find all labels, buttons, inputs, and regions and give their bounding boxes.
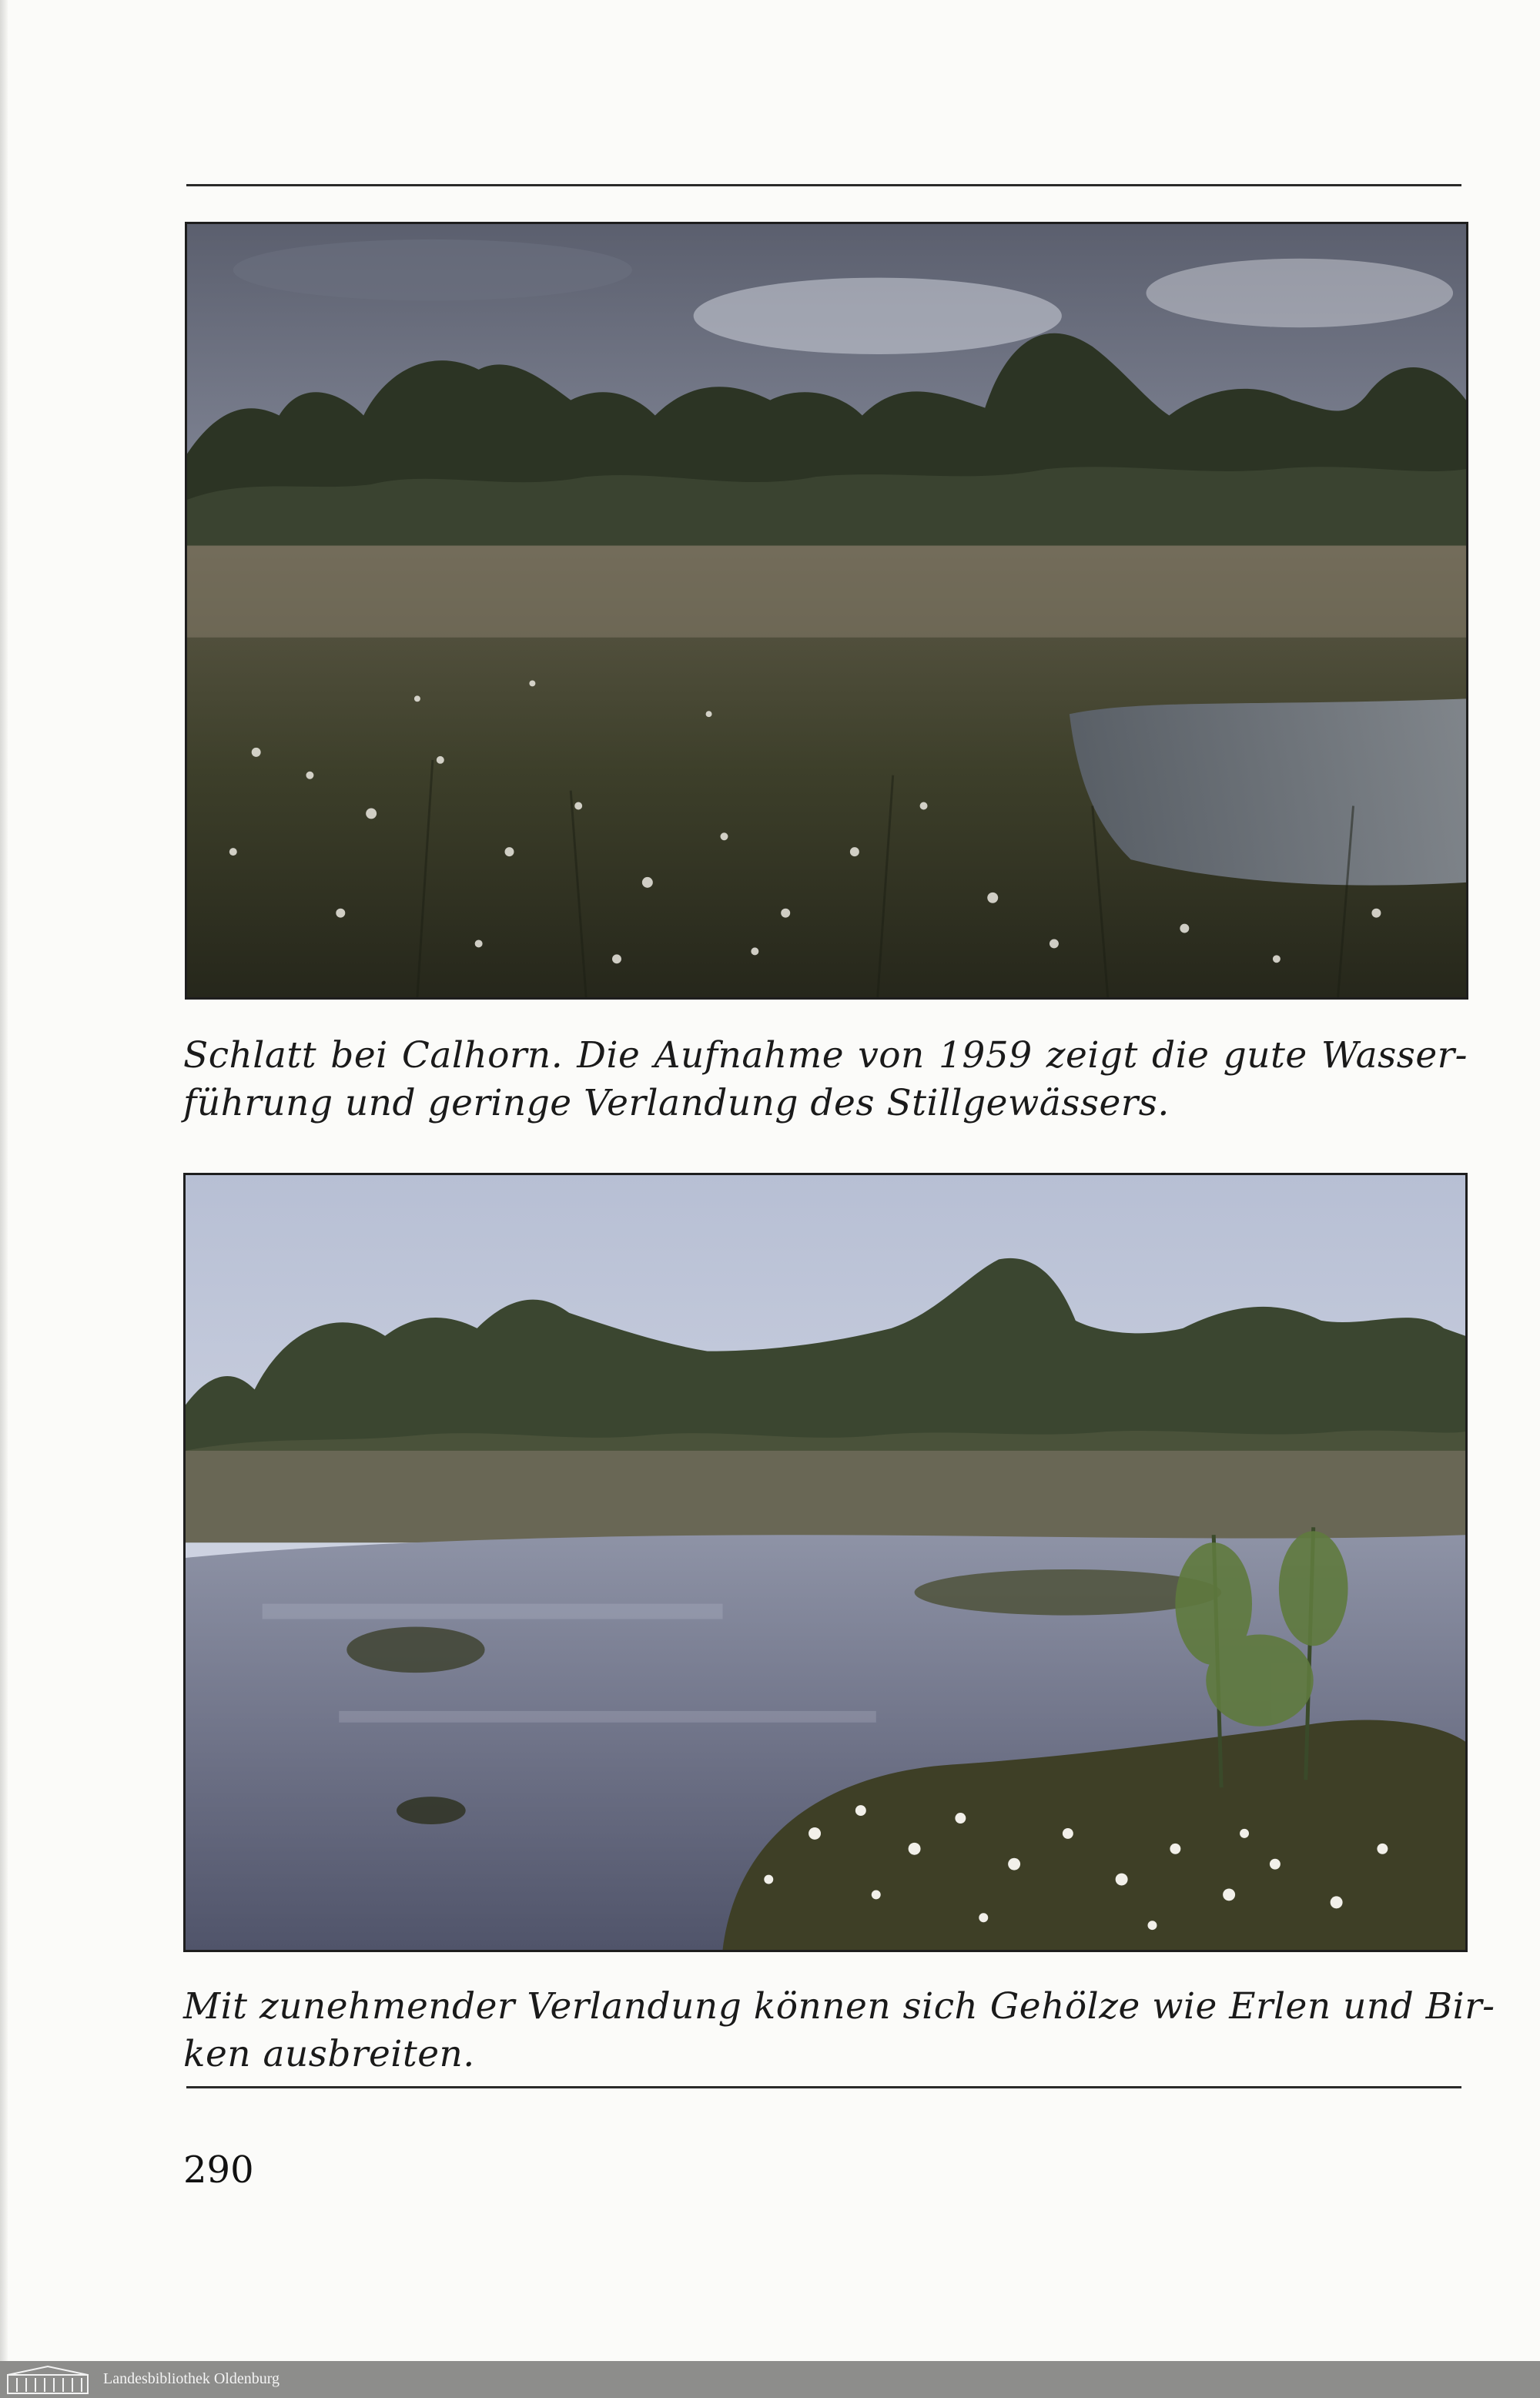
caption-line: ken ausbreiten. (183, 2033, 475, 2075)
photo-verlandung (183, 1173, 1468, 1952)
caption-line: führung und geringe Verlandung des Stillgewässers. (183, 1082, 1170, 1124)
bottom-rule (186, 2086, 1461, 2088)
caption-line: Schlatt bei Calhorn. Die Aufnahme von 1959 zeigt die gute Wasser- (183, 1034, 1468, 1077)
photo-schlatt-1959-image (187, 224, 1466, 997)
caption-schlatt-1959 (183, 1032, 1468, 1127)
photo-verlandung-image (186, 1175, 1465, 1950)
page-edge (0, 0, 8, 2364)
library-name: Landesbibliothek Oldenburg (103, 2370, 280, 2387)
page-number: 290 (183, 2148, 254, 2192)
library-building-icon (6, 2364, 89, 2395)
caption-line: Mit zunehmender Verlandung können sich Gehölze wie Erlen und Bir- (183, 1985, 1495, 2028)
top-rule (186, 184, 1461, 186)
photo-schlatt-1959 (185, 222, 1468, 1000)
caption-verlandung (183, 1983, 1495, 2078)
